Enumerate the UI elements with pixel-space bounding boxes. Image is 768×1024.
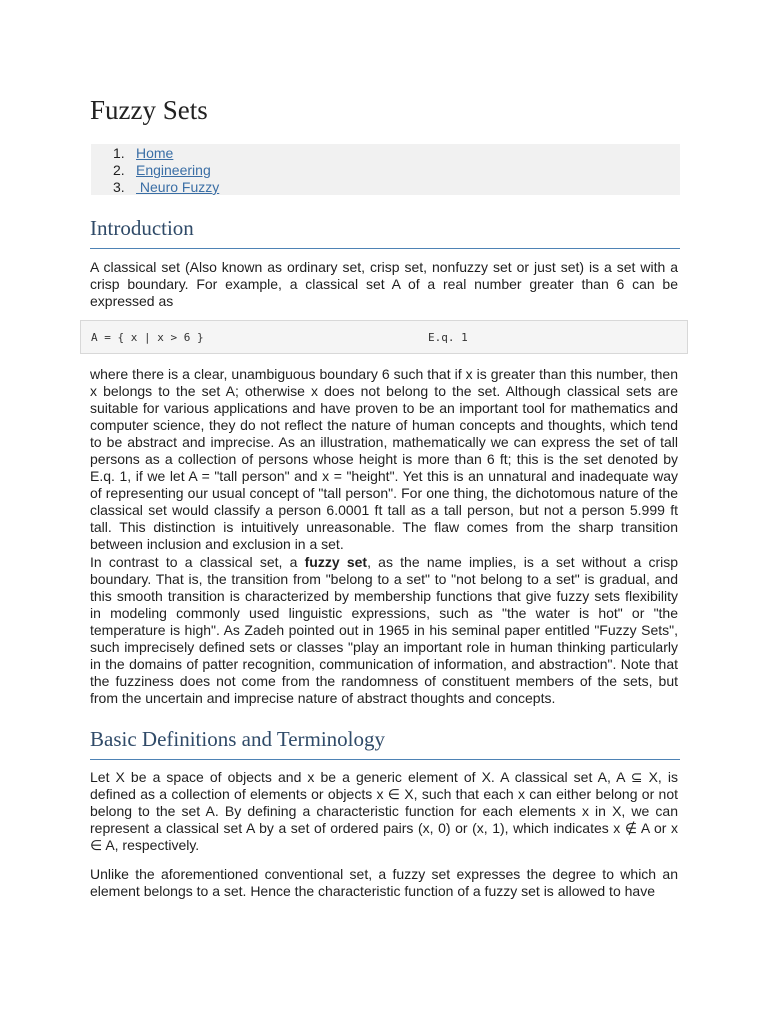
breadcrumb-item-home	[113, 145, 173, 162]
intro-paragraph-3-text: , as the name implies, is a set without a crisp boundary. That is, the transition from "belong to a set" to "not belong to a set" is gradual, and this smooth transition is characterized by membership functions that give fuzzy sets flexibility in modeling commonly used linguistic expressions, such as "the water is hot" or "the temperature is high". As Zadeh pointed out in 1965 in his seminal paper entitled "Fuzzy Sets", such imprecisely defined sets or classes "play an important role in human thinking particularly in the domains of patter recognition, communication of information, and abstraction". Note that the fuzziness does not come from the randomness of constituent members of the sets, but from the uncertain and imprecise nature of abstract thoughts and concepts.	[90, 553, 679, 706]
basic-paragraph-2: Unlike the aforementioned conventional set, a fuzzy set expresses the degree to which an element belongs to a set. Hence the characteristic function of a fuzzy set is allowed to have	[90, 866, 678, 900]
equation-expression: A = { x | x > 6 }	[91, 331, 204, 344]
breadcrumb-number: 1.	[113, 145, 125, 161]
section-heading-introduction: Introduction	[90, 214, 680, 249]
breadcrumb-link-home[interactable]: Home	[136, 145, 174, 161]
breadcrumb-item-engineering	[113, 162, 211, 179]
breadcrumb-number: 3.	[113, 179, 125, 195]
intro-paragraph-2	[90, 366, 678, 707]
fuzzy-set-term: fuzzy set	[304, 553, 368, 570]
intro-paragraph-3-lead: In contrast to a classical set, a	[90, 553, 305, 570]
page-title: Fuzzy Sets	[90, 95, 208, 125]
breadcrumb-link-engineering[interactable]: Engineering	[136, 162, 211, 178]
equation-block	[80, 320, 688, 354]
breadcrumb-link-neuro-fuzzy[interactable]: Neuro Fuzzy	[136, 179, 220, 195]
basic-paragraph-1: Let X be a space of objects and x be a generic element of X. A classical set A, A ⊆ X, is defined as a collection of elements or objects x ∈ X, such that each x can either belong or not belong to the set A. By defining a characteristic function for each elements x in X, we can represent a classical set A by a set of ordered pairs (x, 0) or (x, 1), which indicates x ∉ A or x ∈ A, respectively.	[90, 769, 678, 854]
breadcrumb-item-neuro-fuzzy	[113, 179, 219, 196]
equation-label: E.q. 1	[428, 331, 468, 344]
section-heading-basic-definitions: Basic Definitions and Terminology	[90, 725, 680, 760]
intro-paragraph-1: A classical set (Also known as ordinary set, crisp set, nonfuzzy set or just set) is a set with a crisp boundary. For example, a classical set A of a real number greater than 6 can be expressed as	[90, 259, 678, 310]
breadcrumb	[91, 144, 680, 195]
breadcrumb-number: 2.	[113, 162, 125, 178]
intro-paragraph-2-text: where there is a clear, unambiguous boundary 6 such that if x is greater than this number, then x belongs to the set A; otherwise x does not belong to the set. Although classical sets are suitable for various applications and have proven to be an important tool for mathematics and computer science, they do not reflect the nature of human concepts and thoughts, which tend to be abstract and imprecise. As an illustration, mathematically we can express the set of tall persons as a collection of persons whose height is more than 6 ft; this is the set denoted by E.q. 1, if we let A = "tall person" and x = "height". Yet this is an unnatural and inadequate way of representing our usual concept of "tall person". For one thing, the dichotomous nature of the classical set would classify a person 6.0001 ft tall as a tall person, but not a person 5.999 ft tall. This distinction is intuitively unreasonable. The flaw comes from the sharp transition between inclusion and exclusion in a set.	[90, 366, 678, 553]
